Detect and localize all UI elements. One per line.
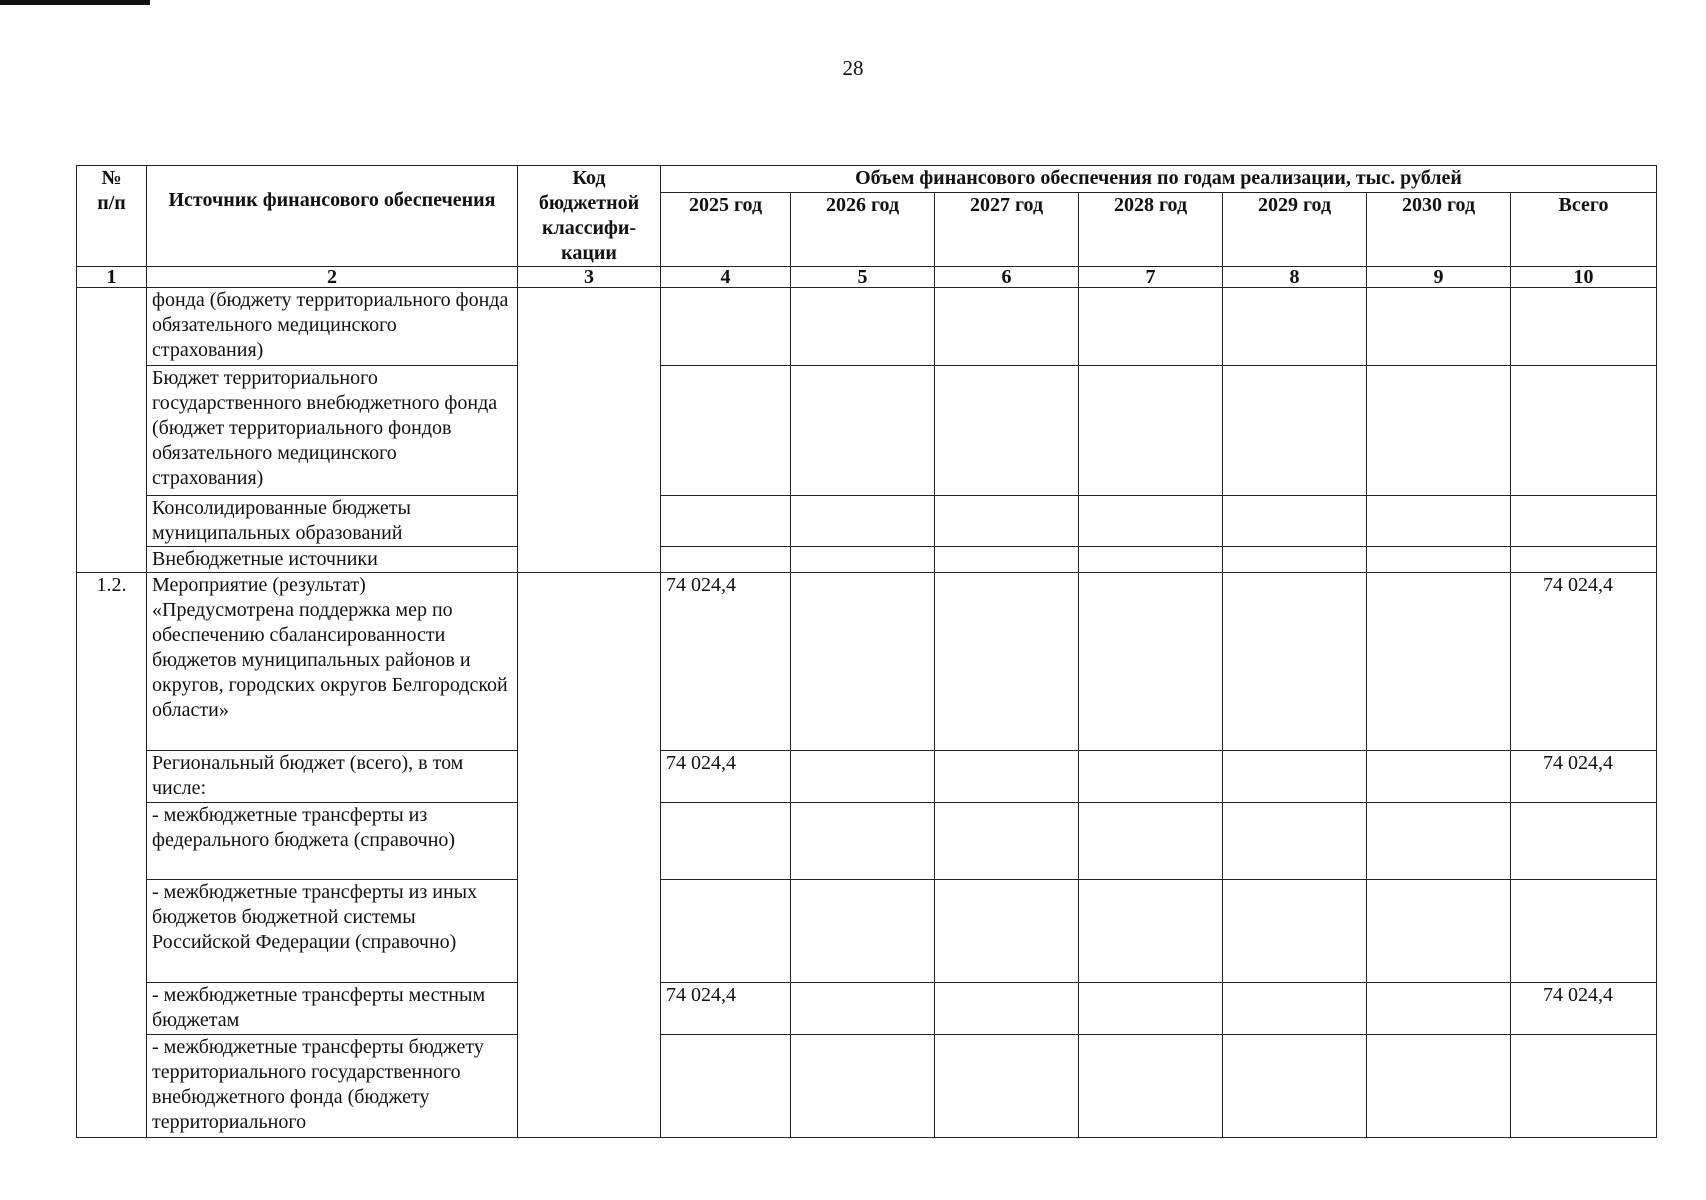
value-cell: [661, 496, 791, 547]
value-cell: [935, 880, 1079, 983]
value-cell: [1079, 880, 1223, 983]
header-num: № п/п: [77, 166, 147, 267]
source-cell: - межбюджетные трансферты бюджету территориального государственного внебюджетного фонда (бюджету территориального: [147, 1035, 518, 1138]
col-number: 1: [77, 267, 147, 288]
value-cell: [1223, 496, 1367, 547]
total-cell: [1511, 803, 1657, 880]
col-number: 10: [1511, 267, 1657, 288]
value-cell: [1367, 288, 1511, 366]
value-cell: [661, 1035, 791, 1138]
table-row: [77, 1035, 1657, 1138]
col-number: 2: [147, 267, 518, 288]
table-row: [77, 288, 1657, 366]
col-number: 7: [1079, 267, 1223, 288]
scan-edge-mark: [0, 0, 150, 5]
value-cell: [791, 880, 935, 983]
value-cell: [791, 496, 935, 547]
value-cell: [1223, 366, 1367, 496]
table-row: [77, 803, 1657, 880]
value-cell: [1367, 1035, 1511, 1138]
value-cell: [1223, 803, 1367, 880]
value-cell: [1367, 573, 1511, 751]
header-year-2030: 2030 год: [1367, 193, 1511, 267]
value-cell: [1367, 366, 1511, 496]
value-cell: [661, 880, 791, 983]
table-row: [77, 366, 1657, 496]
source-cell: Внебюджетные источники: [147, 547, 518, 573]
value-cell: [1079, 983, 1223, 1035]
header-total: Всего: [1511, 193, 1657, 267]
source-cell: - межбюджетные трансферты из федерального бюджета (справочно): [147, 803, 518, 880]
total-cell: [1511, 288, 1657, 366]
value-cell: [1223, 573, 1367, 751]
source-cell: Региональный бюджет (всего), в том числе:: [147, 751, 518, 803]
header-year-2026: 2026 год: [791, 193, 935, 267]
value-cell: [1223, 1035, 1367, 1138]
col-number: 9: [1367, 267, 1511, 288]
col-number: 6: [935, 267, 1079, 288]
header-year-2027: 2027 год: [935, 193, 1079, 267]
value-cell: 74 024,4: [661, 751, 791, 803]
source-cell: фонда (бюджету территориального фонда обязательного медицинского страхования): [147, 288, 518, 366]
code-cell: [518, 573, 661, 1138]
total-cell: 74 024,4: [1511, 751, 1657, 803]
table-row: [77, 547, 1657, 573]
value-cell: [1367, 496, 1511, 547]
value-cell: [661, 547, 791, 573]
code-cell: [518, 288, 661, 573]
value-cell: [791, 288, 935, 366]
table-row: [77, 983, 1657, 1035]
value-cell: [791, 573, 935, 751]
value-cell: [1367, 803, 1511, 880]
table-row: [77, 573, 1657, 751]
value-cell: [1079, 496, 1223, 547]
financing-table: [76, 165, 1657, 1138]
header-volume: Объем финансового обеспечения по годам реализации, тыс. рублей: [661, 166, 1657, 193]
header-source: Источник финансового обеспечения: [147, 166, 518, 267]
value-cell: [935, 1035, 1079, 1138]
row-number: [77, 288, 147, 573]
col-number: 5: [791, 267, 935, 288]
table-row: [77, 751, 1657, 803]
value-cell: 74 024,4: [661, 573, 791, 751]
total-cell: [1511, 880, 1657, 983]
total-cell: [1511, 547, 1657, 573]
value-cell: [1367, 880, 1511, 983]
value-cell: [791, 751, 935, 803]
total-cell: [1511, 496, 1657, 547]
value-cell: [935, 288, 1079, 366]
value-cell: [1367, 983, 1511, 1035]
value-cell: [1367, 751, 1511, 803]
total-cell: 74 024,4: [1511, 573, 1657, 751]
value-cell: [935, 547, 1079, 573]
value-cell: [935, 983, 1079, 1035]
source-cell: Мероприятие (результат) «Предусмотрена поддержка мер по обеспечению сбалансированности бюджетов муниципальных районов и округов, городских округов Белгородской области»: [147, 573, 518, 751]
value-cell: [1223, 880, 1367, 983]
value-cell: [935, 751, 1079, 803]
header-year-2029: 2029 год: [1223, 193, 1367, 267]
table-row: [77, 496, 1657, 547]
value-cell: [791, 547, 935, 573]
value-cell: [935, 496, 1079, 547]
value-cell: [1079, 751, 1223, 803]
col-number: 3: [518, 267, 661, 288]
value-cell: 74 024,4: [661, 983, 791, 1035]
value-cell: [1079, 288, 1223, 366]
value-cell: [791, 803, 935, 880]
value-cell: [935, 803, 1079, 880]
table-row: [77, 880, 1657, 983]
total-cell: [1511, 1035, 1657, 1138]
value-cell: [791, 1035, 935, 1138]
value-cell: [935, 366, 1079, 496]
value-cell: [1079, 803, 1223, 880]
total-cell: [1511, 366, 1657, 496]
col-number: 8: [1223, 267, 1367, 288]
value-cell: [1367, 547, 1511, 573]
page-number: 28: [842, 56, 864, 80]
value-cell: [661, 803, 791, 880]
col-number: 4: [661, 267, 791, 288]
value-cell: [1079, 573, 1223, 751]
value-cell: [1223, 751, 1367, 803]
value-cell: [661, 366, 791, 496]
value-cell: [1079, 366, 1223, 496]
value-cell: [791, 983, 935, 1035]
source-cell: - межбюджетные трансферты местным бюджетам: [147, 983, 518, 1035]
header-year-2025: 2025 год: [661, 193, 791, 267]
row-number: 1.2.: [77, 573, 147, 1138]
header-year-2028: 2028 год: [1079, 193, 1223, 267]
total-cell: 74 024,4: [1511, 983, 1657, 1035]
value-cell: [1223, 983, 1367, 1035]
value-cell: [1079, 1035, 1223, 1138]
value-cell: [935, 573, 1079, 751]
value-cell: [791, 366, 935, 496]
value-cell: [1079, 547, 1223, 573]
source-cell: - межбюджетные трансферты из иных бюджетов бюджетной системы Российской Федерации (справочно): [147, 880, 518, 983]
value-cell: [1223, 288, 1367, 366]
value-cell: [1223, 547, 1367, 573]
value-cell: [661, 288, 791, 366]
header-code: Код бюджетной классифи-кации: [518, 166, 661, 267]
source-cell: Бюджет территориального государственного внебюджетного фонда (бюджет территориального фондов обязательного медицинского страхования): [147, 366, 518, 496]
source-cell: Консолидированные бюджеты муниципальных образований: [147, 496, 518, 547]
